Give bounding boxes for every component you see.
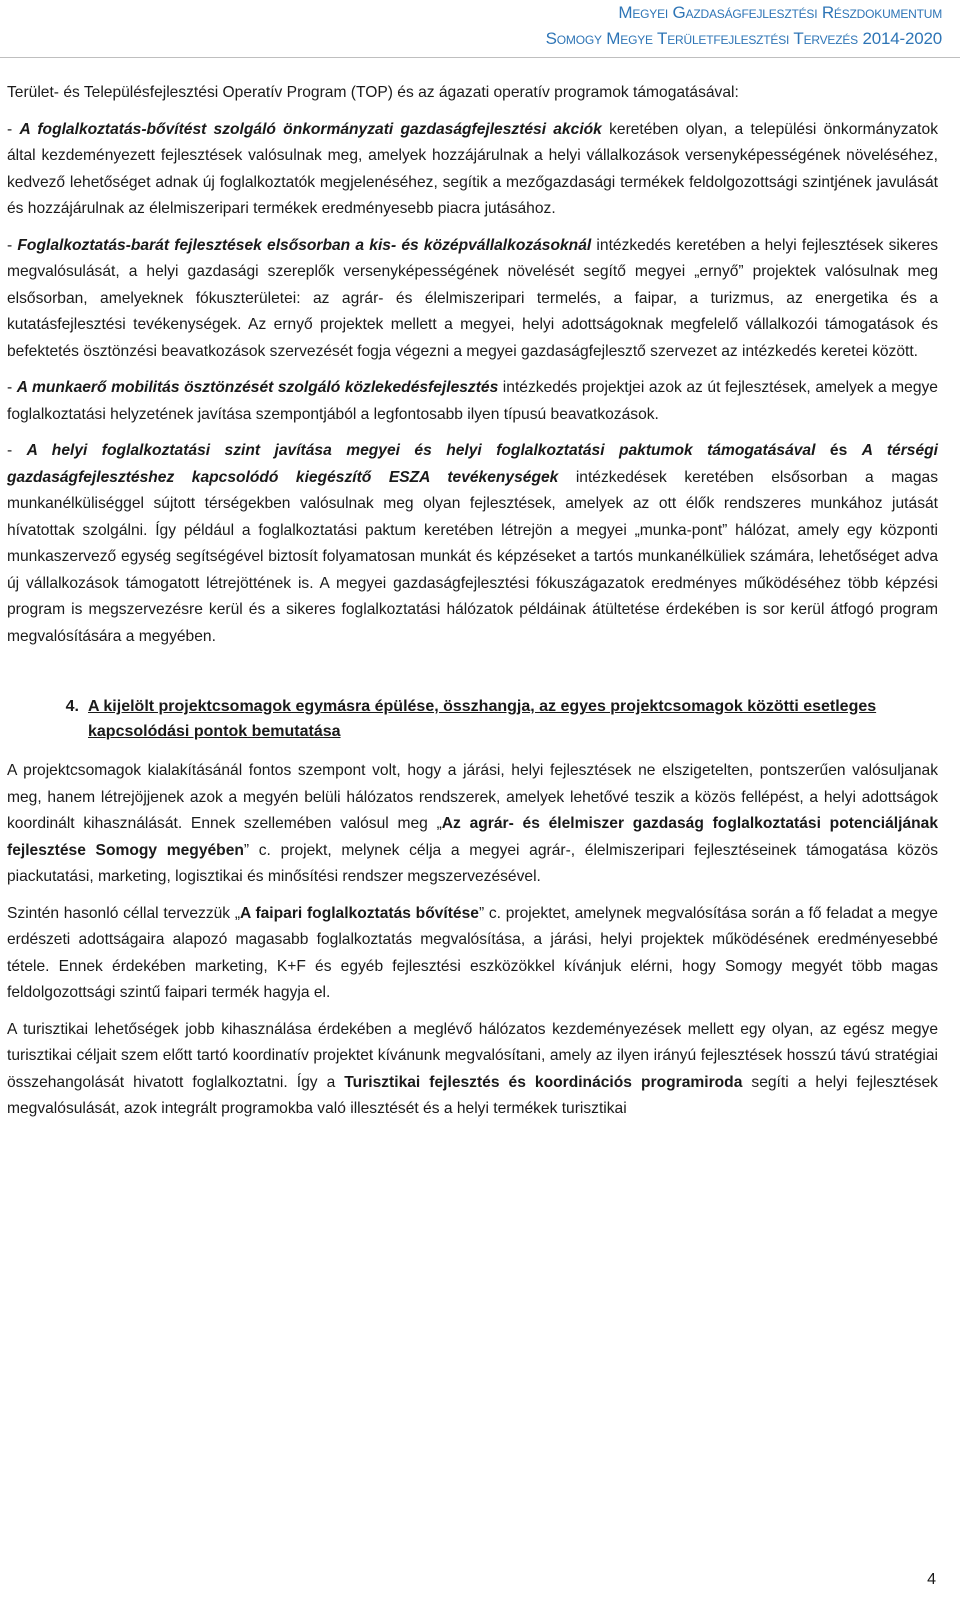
paragraph-faipari-projekt: [7, 901, 938, 1007]
measure-title: A térségi gazdaságfejlesztéshez kapcsolódó kiegészítő ESZA tevékenységek: [7, 442, 938, 486]
project-title: Az agrár- és élelmiszer gazdaság foglalkoztatási potenciáljának fejlesztése Somogy megyében: [7, 815, 938, 859]
measure-title: A munkaerő mobilitás ösztönzését szolgáló közlekedésfejlesztés: [16, 379, 499, 396]
paragraph-text: ” c. projekt, melynek célja a megyei agrár-, élelmiszeripari fejlesztéseinek támogatása közös piackutatási, marketing, logisztikai és minősítési rendszer megszervezésével.: [7, 841, 938, 885]
measure-title: A foglalkoztatás-bővítést szolgáló önkormányzati gazdaságfejlesztési akciók: [19, 120, 602, 138]
paragraph-text: intézkedések keretében elsősorban a magas munkanélküliséggel sújtott térségekben valósulnak meg olyan fejlesztések, amelyek az ott élők rendszeres munkához jutását hívatottak szolgálni. Így például a foglalkoztatási paktum keretében létrejön a megyei „munka-pont” hálózat, amely egy központi munkaszervező egység segítségével biztosít folyamatosan munkát és képzéseket a tartós munkanélküliek számára, lehetőséget adva új vállalkozások támogatott létrejöttének is. A megyei gazdaságfejlesztési fókuszágazatok eredményes működéséhez több képzési program is megszervezésre kerül és a sikeres foglalkoztatási hálózatok példáinak átültetése érdekében is sor kerül átfogó program megvalósítására a megyében.: [7, 468, 938, 645]
paragraph-helyi-foglalkoztatasi-szint: [7, 438, 938, 650]
paragraph-text: keretében olyan, a települési önkormányzatok által kezdeményezett fejlesztések valósulnak meg, amelyek hozzájárulnak a helyi vállalkozások versenyképességének növeléséhez, kedvező lehetőséget adnak új foglalkoztatók megjelenéséhez, segítik a mezőgazdasági termékek feldolgozottsági szintjének javulását és hozzájárulnak az élelmiszeripari termékek eredményesebb piacra jutásához.: [7, 120, 938, 217]
paragraph-text: intézkedés projektjei azok az út fejlesztések, amelyek a megye foglalkoztatási helyzetének javítása szempontjából a legfontosabb ilyen típusú beavatkozások.: [7, 379, 938, 423]
paragraph-text: intézkedés keretében a helyi fejlesztések sikeres megvalósulását, a helyi gazdasági szereplők versenyképességének növelését segítő megyei „ernyő” projektek valósulnak meg elsősorban, amelyeknek fókuszterületei: az agrár- és élelmiszeripari termelés, a faipar, a turizmus, az energetika és a kutatásfejlesztési tevékenységek. Az ernyő projektek mellett a megyei, helyi adottságoknak megfelelő vállalkozói támogatások és befektetés ösztönzési beavatkozások szervezését fogja végezni a megyei gazdaságfejlesztő szervezet az intézkedés keretei között.: [7, 236, 938, 360]
section-title: A kijelölt projektcsomagok egymásra épülése, összhangja, az egyes projektcsomagok közötti esetleges kapcsolódási pontok bemutatása: [88, 698, 877, 740]
paragraph-text: A projektcsomagok kialakításánál fontos szempont volt, hogy a járási, helyi fejlesztések ne elszigetelten, pontszerűen valósuljanak meg, hanem létrejöjjenek azok a megyén belüli hálózatos rendszerek, amelyek lehetővé teszik a közös fellépést, a helyi adottságok koordinált kihasználását. Ennek szellemében valósul meg „: [7, 762, 938, 832]
page-header: [282, 0, 942, 52]
list-dash: -: [7, 120, 20, 138]
page-number: 4: [927, 1571, 936, 1588]
header-title-line-1: Megyei Gazdaságfejlesztési Részdokumentum: [618, 3, 942, 22]
conjunction: és: [815, 442, 862, 459]
paragraph-text: Terület- és Településfejlesztési Operatív Program (TOP) és az ágazati operatív programok támogatásával:: [7, 84, 739, 101]
header-title-line-2: Somogy Megye Területfejlesztési Tervezés 2014-2020: [545, 29, 942, 48]
section-number: 4.: [65, 698, 79, 715]
paragraph-agrar-projekt: [7, 758, 938, 891]
document-body: [7, 80, 938, 1133]
paragraph-turisztikai-projekt: [7, 1017, 938, 1123]
list-dash: -: [7, 379, 17, 396]
measure-title: A helyi foglalkoztatási szint javítása megyei és helyi foglalkoztatási paktumok támogatásával: [26, 442, 816, 459]
list-dash: -: [7, 236, 18, 254]
paragraph-onkormanyzati-akciok: [7, 117, 938, 223]
section-heading: [7, 694, 938, 744]
paragraph-text: segíti a helyi fejlesztések megvalósulását, azok integrált programokba való illesztését és a helyi termékek turisztikai: [7, 1073, 938, 1117]
project-title: Turisztikai fejlesztés és koordinációs programiroda: [344, 1073, 743, 1091]
paragraph-text: ” c. projektet, amelynek megvalósítása során a fő feladat a megye erdészeti adottságaira alapozó magasabb foglalkoztatás megvalósítása, a járási, helyi projektek működésének eredményesebbé tétele. Ennek érdekében marketing, K+F és egyéb fejlesztési eszközökkel kívánjuk elérni, hogy Somogy megyét több magas feldolgozottsági szintű faipari termék hagyja el.: [7, 904, 938, 1001]
paragraph-foglalkoztatas-barat: [7, 233, 938, 366]
paragraph-text: Szintén hasonló céllal tervezzük „: [7, 904, 241, 922]
paragraph-top-intro: [7, 80, 938, 107]
paragraph-munkaero-mobilitas: [7, 375, 938, 428]
project-title: A faipari foglalkoztatás bővítése: [240, 904, 479, 922]
measure-title: Foglalkoztatás-barát fejlesztések elsősorban a kis- és középvállalkozásoknál: [17, 236, 592, 254]
paragraph-text: A turisztikai lehetőségek jobb kihasználása érdekében a meglévő hálózatos kezdeményezések mellett egy olyan, az egész megye turisztikai céljait szem előtt tartó koordinatív projektet kívánunk megvalósítani, amely az ilyen irányú fejlesztések hosszú távú stratégiai összehangolását hivatott foglalkoztatni. Így a: [7, 1020, 938, 1091]
header-divider: [0, 57, 960, 58]
list-dash: -: [7, 442, 27, 459]
